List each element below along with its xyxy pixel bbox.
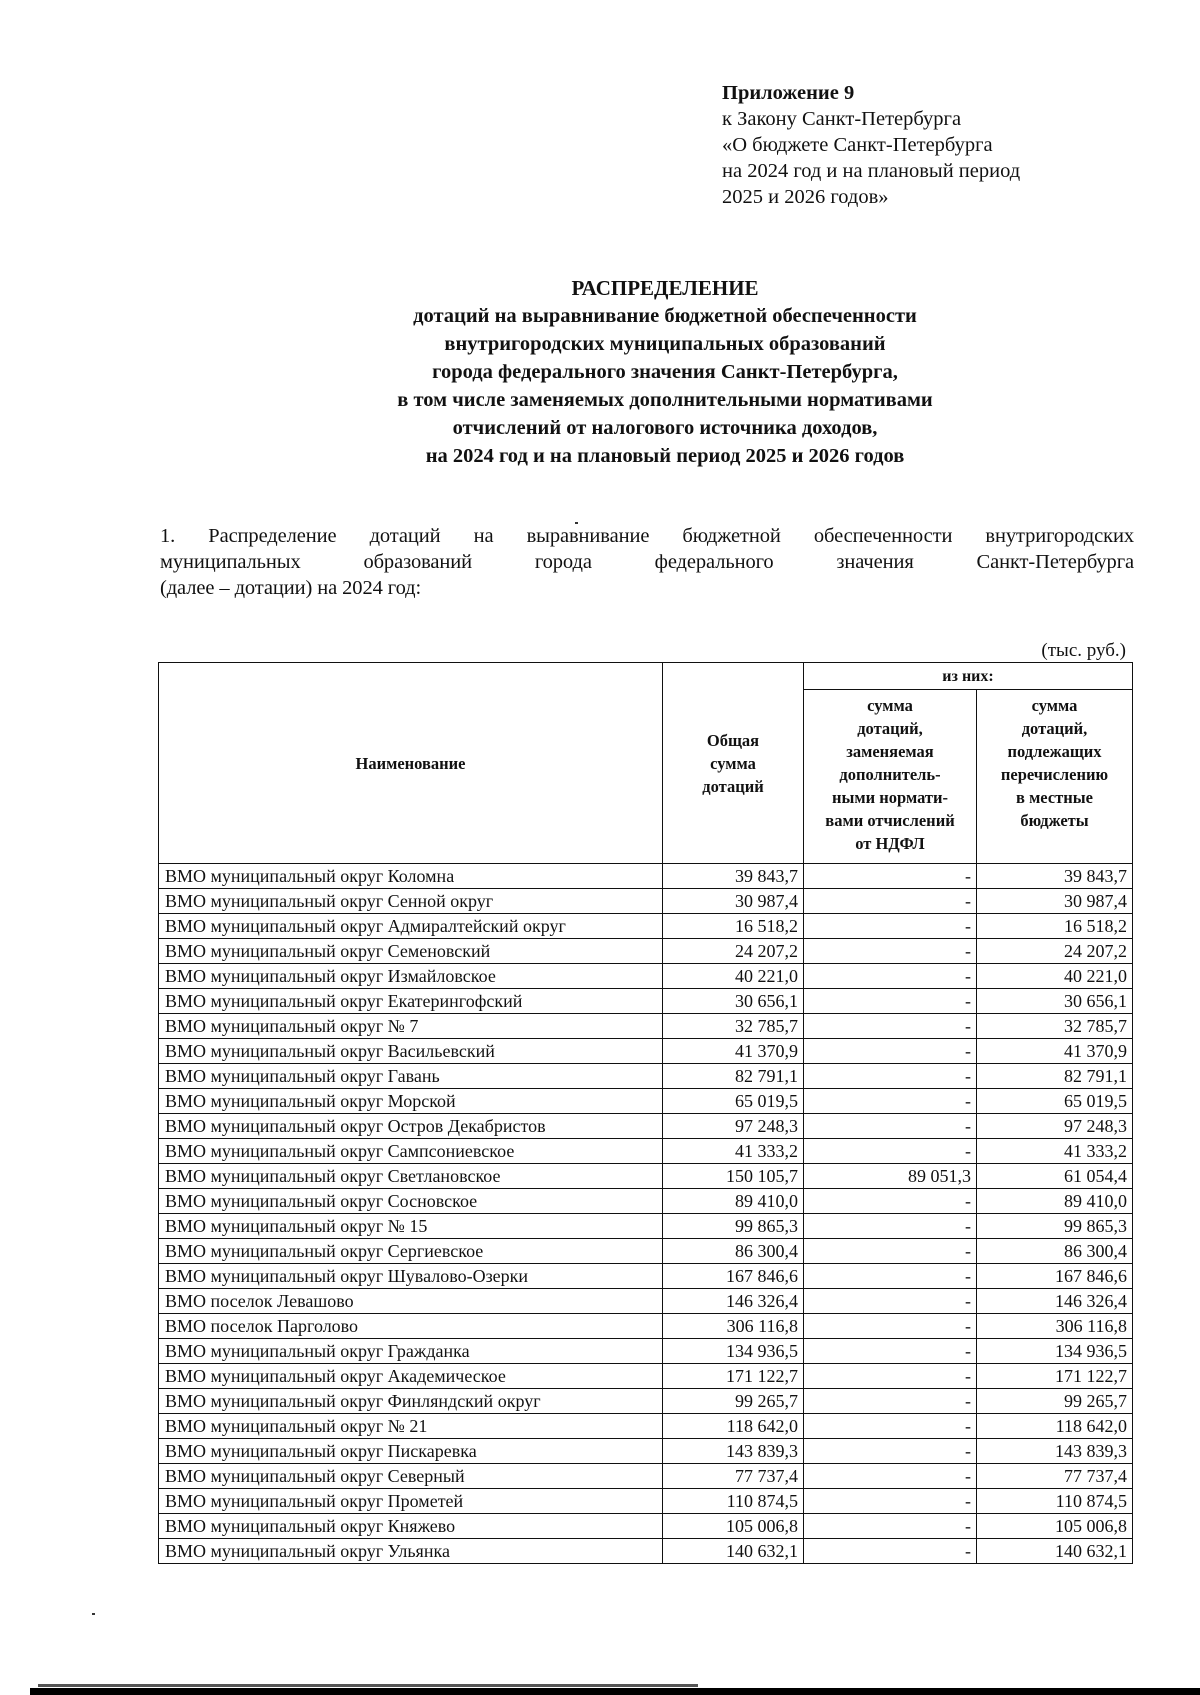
row-total: 150 105,7 — [663, 1164, 804, 1189]
row-local: 61 054,4 — [977, 1164, 1133, 1189]
row-ndfl: - — [804, 1014, 977, 1039]
row-name: ВМО муниципальный округ Остров Декабристов — [159, 1114, 663, 1139]
header-ndfl-line: вами отчислений — [825, 811, 955, 830]
row-local: 39 843,7 — [977, 864, 1133, 889]
row-local: 41 333,2 — [977, 1139, 1133, 1164]
row-ndfl: 89 051,3 — [804, 1164, 977, 1189]
row-name: ВМО муниципальный округ № 21 — [159, 1414, 663, 1439]
row-local: 171 122,7 — [977, 1364, 1133, 1389]
row-total: 30 987,4 — [663, 889, 804, 914]
header-local — [977, 690, 1133, 864]
appendix-title: Приложение 9 — [722, 82, 855, 104]
row-ndfl: - — [804, 1039, 977, 1064]
row-total: 97 248,3 — [663, 1114, 804, 1139]
row-ndfl: - — [804, 1364, 977, 1389]
row-ndfl: - — [804, 1114, 977, 1139]
scan-edge-bar — [30, 1688, 1200, 1695]
row-name: ВМО муниципальный округ Княжево — [159, 1514, 663, 1539]
header-local-line: подлежащих — [1007, 742, 1102, 761]
row-total: 39 843,7 — [663, 864, 804, 889]
row-local: 82 791,1 — [977, 1064, 1133, 1089]
row-name: ВМО муниципальный округ Сампсониевское — [159, 1139, 663, 1164]
row-name: ВМО муниципальный округ Прометей — [159, 1489, 663, 1514]
appendix-line: 2025 и 2026 годов» — [722, 186, 889, 208]
row-name: ВМО муниципальный округ Коломна — [159, 864, 663, 889]
row-ndfl: - — [804, 1064, 977, 1089]
table-row — [159, 914, 1133, 939]
row-name: ВМО муниципальный округ Академическое — [159, 1364, 663, 1389]
table-row — [159, 989, 1133, 1014]
row-total: 146 326,4 — [663, 1289, 804, 1314]
row-ndfl: - — [804, 1514, 977, 1539]
row-ndfl: - — [804, 1314, 977, 1339]
row-total: 89 410,0 — [663, 1189, 804, 1214]
appendix-reference — [722, 80, 1020, 210]
heading-title: РАСПРЕДЕЛЕНИЕ — [571, 276, 759, 300]
row-ndfl: - — [804, 1264, 977, 1289]
header-ndfl-line: ными нормати- — [832, 788, 948, 807]
row-ndfl: - — [804, 914, 977, 939]
table-row — [159, 1014, 1133, 1039]
header-total-line: дотаций — [702, 776, 764, 796]
header-local-line: в местные — [1016, 788, 1093, 807]
row-local: 134 936,5 — [977, 1339, 1133, 1364]
header-name: Наименование — [159, 663, 663, 864]
row-local: 65 019,5 — [977, 1089, 1133, 1114]
header-ndfl-line: от НДФЛ — [855, 834, 925, 853]
table-row — [159, 964, 1133, 989]
row-total: 99 265,7 — [663, 1389, 804, 1414]
row-total: 167 846,6 — [663, 1264, 804, 1289]
row-total: 77 737,4 — [663, 1464, 804, 1489]
row-ndfl: - — [804, 1139, 977, 1164]
row-name: ВМО муниципальный округ № 7 — [159, 1014, 663, 1039]
row-total: 118 642,0 — [663, 1414, 804, 1439]
header-ndfl-line: дополнитель- — [839, 765, 941, 784]
row-total: 24 207,2 — [663, 939, 804, 964]
row-total: 306 116,8 — [663, 1314, 804, 1339]
row-local: 24 207,2 — [977, 939, 1133, 964]
row-name: ВМО муниципальный округ Васильевский — [159, 1039, 663, 1064]
row-local: 306 116,8 — [977, 1314, 1133, 1339]
header-total-line: сумма — [710, 753, 756, 773]
header-ndfl-line: заменяемая — [846, 742, 934, 761]
table-row — [159, 1114, 1133, 1139]
table-row — [159, 1214, 1133, 1239]
appendix-line: «О бюджете Санкт-Петербурга — [722, 134, 993, 156]
table-row — [159, 1239, 1133, 1264]
row-local: 146 326,4 — [977, 1289, 1133, 1314]
row-name: ВМО муниципальный округ Светлановское — [159, 1164, 663, 1189]
heading-line: на 2024 год и на плановый период 2025 и 2026 годов — [425, 445, 905, 467]
table-row — [159, 1514, 1133, 1539]
row-local: 16 518,2 — [977, 914, 1133, 939]
row-local: 86 300,4 — [977, 1239, 1133, 1264]
row-local: 77 737,4 — [977, 1464, 1133, 1489]
row-name: ВМО муниципальный округ Шувалово-Озерки — [159, 1264, 663, 1289]
intro-line: 1. Распределение дотаций на выравнивание бюджетной обеспеченности внутригородских — [160, 525, 1134, 547]
row-name: ВМО муниципальный округ № 15 — [159, 1214, 663, 1239]
header-of-which: из них: — [804, 663, 1133, 690]
intro-paragraph — [160, 523, 1134, 601]
intro-line: муниципальных образований города федерального значения Санкт-Петербурга — [160, 551, 1134, 573]
appendix-line: к Закону Санкт-Петербурга — [722, 108, 962, 130]
row-ndfl: - — [804, 1389, 977, 1414]
row-ndfl: - — [804, 1414, 977, 1439]
row-local: 110 874,5 — [977, 1489, 1133, 1514]
scan-speck — [92, 1613, 95, 1615]
table-row — [159, 1439, 1133, 1464]
heading-line: дотаций на выравнивание бюджетной обеспеченности — [413, 305, 917, 327]
row-total: 40 221,0 — [663, 964, 804, 989]
row-ndfl: - — [804, 989, 977, 1014]
intro-line: (далее – дотации) на 2024 год: — [160, 577, 422, 599]
table-body — [159, 864, 1133, 1564]
row-total: 41 333,2 — [663, 1139, 804, 1164]
row-total: 99 865,3 — [663, 1214, 804, 1239]
table-row — [159, 1139, 1133, 1164]
units-label: (тыс. руб.) — [1041, 640, 1126, 661]
row-total: 86 300,4 — [663, 1239, 804, 1264]
table-row — [159, 1164, 1133, 1189]
row-ndfl: - — [804, 1089, 977, 1114]
header-local-line: перечислению — [1000, 765, 1109, 784]
row-local: 99 265,7 — [977, 1389, 1133, 1414]
row-name: ВМО муниципальный округ Финляндский округ — [159, 1389, 663, 1414]
table-row — [159, 939, 1133, 964]
row-local: 89 410,0 — [977, 1189, 1133, 1214]
row-local: 99 865,3 — [977, 1214, 1133, 1239]
row-local: 40 221,0 — [977, 964, 1133, 989]
heading-line: отчислений от налогового источника доходов, — [452, 417, 878, 439]
row-name: ВМО муниципальный округ Адмиралтейский округ — [159, 914, 663, 939]
row-total: 30 656,1 — [663, 989, 804, 1014]
row-local: 167 846,6 — [977, 1264, 1133, 1289]
row-local: 97 248,3 — [977, 1114, 1133, 1139]
row-ndfl: - — [804, 1289, 977, 1314]
row-name: ВМО муниципальный округ Пискаревка — [159, 1439, 663, 1464]
row-total: 171 122,7 — [663, 1364, 804, 1389]
table-row — [159, 889, 1133, 914]
row-total: 65 019,5 — [663, 1089, 804, 1114]
header-total-line: Общая — [706, 730, 760, 750]
row-ndfl: - — [804, 1239, 977, 1264]
row-local: 105 006,8 — [977, 1514, 1133, 1539]
scan-edge-shadow — [38, 1684, 698, 1687]
row-name: ВМО муниципальный округ Гражданка — [159, 1339, 663, 1364]
row-ndfl: - — [804, 864, 977, 889]
table-row — [159, 1464, 1133, 1489]
row-name: ВМО поселок Левашово — [159, 1289, 663, 1314]
table-row — [159, 1314, 1133, 1339]
header-local-line: дотаций, — [1021, 719, 1088, 738]
row-name: ВМО муниципальный округ Гавань — [159, 1064, 663, 1089]
row-ndfl: - — [804, 1489, 977, 1514]
row-total: 16 518,2 — [663, 914, 804, 939]
header-total — [663, 663, 804, 864]
table-row — [159, 1539, 1133, 1564]
row-ndfl: - — [804, 1214, 977, 1239]
row-total: 143 839,3 — [663, 1439, 804, 1464]
row-ndfl: - — [804, 1539, 977, 1564]
row-local: 30 987,4 — [977, 889, 1133, 914]
row-ndfl: - — [804, 1439, 977, 1464]
table-row — [159, 864, 1133, 889]
heading-line: города федерального значения Санкт-Петербурга, — [432, 361, 898, 383]
row-total: 110 874,5 — [663, 1489, 804, 1514]
heading-line: в том числе заменяемых дополнительными нормативами — [397, 389, 933, 411]
row-name: ВМО муниципальный округ Сергиевское — [159, 1239, 663, 1264]
table-row — [159, 1414, 1133, 1439]
header-local-line: сумма — [1031, 696, 1078, 715]
row-local: 41 370,9 — [977, 1039, 1133, 1064]
row-local: 118 642,0 — [977, 1414, 1133, 1439]
table-row — [159, 1189, 1133, 1214]
table-row — [159, 1264, 1133, 1289]
document-heading — [150, 274, 1180, 470]
row-total: 105 006,8 — [663, 1514, 804, 1539]
row-name: ВМО муниципальный округ Измайловское — [159, 964, 663, 989]
row-local: 32 785,7 — [977, 1014, 1133, 1039]
header-local-line: бюджеты — [1020, 811, 1089, 830]
heading-line: внутригородских муниципальных образований — [444, 333, 886, 355]
header-ndfl-line: дотаций, — [857, 719, 923, 738]
table-row — [159, 1364, 1133, 1389]
row-ndfl: - — [804, 964, 977, 989]
row-name: ВМО муниципальный округ Екатерингофский — [159, 989, 663, 1014]
table-row — [159, 1039, 1133, 1064]
row-name: ВМО муниципальный округ Семеновский — [159, 939, 663, 964]
header-ndfl — [804, 690, 977, 864]
row-name: ВМО муниципальный округ Сосновское — [159, 1189, 663, 1214]
row-total: 32 785,7 — [663, 1014, 804, 1039]
table-header-row — [159, 663, 1133, 690]
row-ndfl: - — [804, 1464, 977, 1489]
row-total: 41 370,9 — [663, 1039, 804, 1064]
table-row — [159, 1389, 1133, 1414]
row-name: ВМО поселок Парголово — [159, 1314, 663, 1339]
row-ndfl: - — [804, 939, 977, 964]
table-row — [159, 1339, 1133, 1364]
row-name: ВМО муниципальный округ Морской — [159, 1089, 663, 1114]
row-total: 82 791,1 — [663, 1064, 804, 1089]
row-name: ВМО муниципальный округ Ульянка — [159, 1539, 663, 1564]
header-ndfl-line: сумма — [867, 696, 913, 715]
row-ndfl: - — [804, 1339, 977, 1364]
row-local: 143 839,3 — [977, 1439, 1133, 1464]
table-row — [159, 1089, 1133, 1114]
table-row — [159, 1489, 1133, 1514]
subsidy-table — [158, 662, 1133, 1564]
row-total: 140 632,1 — [663, 1539, 804, 1564]
row-name: ВМО муниципальный округ Северный — [159, 1464, 663, 1489]
row-ndfl: - — [804, 1189, 977, 1214]
row-ndfl: - — [804, 889, 977, 914]
row-local: 30 656,1 — [977, 989, 1133, 1014]
row-name: ВМО муниципальный округ Сенной округ — [159, 889, 663, 914]
scan-speck — [575, 522, 578, 524]
table-row — [159, 1289, 1133, 1314]
table-row — [159, 1064, 1133, 1089]
row-local: 140 632,1 — [977, 1539, 1133, 1564]
appendix-line: на 2024 год и на плановый период — [722, 160, 1021, 182]
row-total: 134 936,5 — [663, 1339, 804, 1364]
